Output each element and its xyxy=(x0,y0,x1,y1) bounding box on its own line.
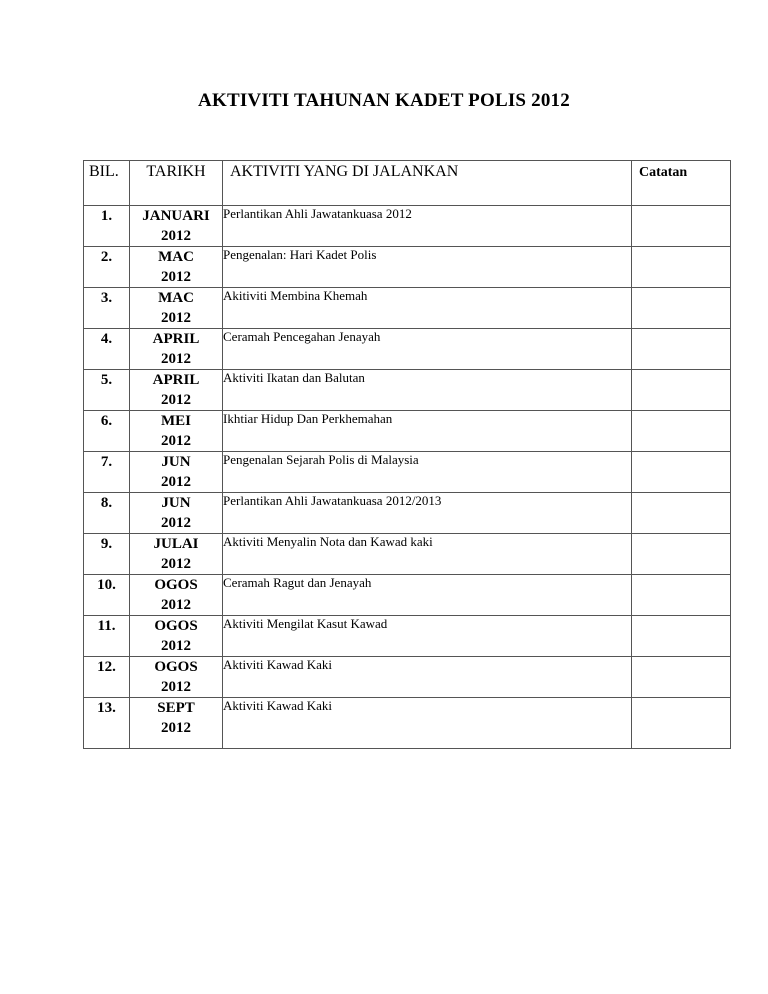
cell-catatan xyxy=(632,247,731,288)
cell-catatan xyxy=(632,534,731,575)
header-bil: BIL. xyxy=(84,161,130,206)
cell-catatan xyxy=(632,411,731,452)
cell-aktiviti: Perlantikan Ahli Jawatankuasa 2012/2013 xyxy=(223,493,632,534)
header-catatan: Catatan xyxy=(632,161,731,206)
cell-bil: 1. xyxy=(84,206,130,247)
cell-bil: 8. xyxy=(84,493,130,534)
tarikh-month: MAC xyxy=(158,249,194,265)
table-row xyxy=(84,575,731,616)
tarikh-month: OGOS xyxy=(154,618,198,634)
header-aktiviti: AKTIVITI YANG DI JALANKAN xyxy=(223,161,632,206)
cell-aktiviti: Aktiviti Ikatan dan Balutan xyxy=(223,370,632,411)
table-row xyxy=(84,657,731,698)
cell-tarikh xyxy=(130,534,223,575)
cell-tarikh xyxy=(130,411,223,452)
cell-catatan xyxy=(632,452,731,493)
cell-bil: 5. xyxy=(84,370,130,411)
tarikh-year: 2012 xyxy=(161,638,191,654)
cell-bil: 11. xyxy=(84,616,130,657)
tarikh-month: MEI xyxy=(161,413,191,429)
table-row xyxy=(84,698,731,749)
tarikh-year: 2012 xyxy=(161,433,191,449)
cell-tarikh xyxy=(130,452,223,493)
tarikh-month: JANUARI xyxy=(142,208,210,224)
cell-bil: 6. xyxy=(84,411,130,452)
cell-bil: 4. xyxy=(84,329,130,370)
cell-aktiviti: Ceramah Ragut dan Jenayah xyxy=(223,575,632,616)
tarikh-year: 2012 xyxy=(161,228,191,244)
cell-aktiviti: Ceramah Pencegahan Jenayah xyxy=(223,329,632,370)
cell-bil: 2. xyxy=(84,247,130,288)
tarikh-year: 2012 xyxy=(161,515,191,531)
tarikh-month: JUN xyxy=(161,495,191,511)
cell-tarikh xyxy=(130,288,223,329)
tarikh-year: 2012 xyxy=(161,679,191,695)
tarikh-month: APRIL xyxy=(152,331,200,347)
cell-catatan xyxy=(632,206,731,247)
cell-bil: 13. xyxy=(84,698,130,749)
cell-tarikh xyxy=(130,370,223,411)
cell-tarikh xyxy=(130,616,223,657)
cell-bil: 3. xyxy=(84,288,130,329)
tarikh-month: OGOS xyxy=(154,577,198,593)
cell-tarikh xyxy=(130,698,223,749)
cell-catatan xyxy=(632,370,731,411)
header-tarikh: TARIKH xyxy=(130,161,223,206)
cell-catatan xyxy=(632,616,731,657)
table-row xyxy=(84,411,731,452)
tarikh-month: JUN xyxy=(161,454,191,470)
tarikh-year: 2012 xyxy=(161,556,191,572)
table-row xyxy=(84,288,731,329)
tarikh-month: OGOS xyxy=(154,659,198,675)
tarikh-year: 2012 xyxy=(161,351,191,367)
tarikh-month: APRIL xyxy=(152,372,200,388)
activities-table xyxy=(83,160,731,749)
cell-aktiviti: Aktiviti Mengilat Kasut Kawad xyxy=(223,616,632,657)
tarikh-month: MAC xyxy=(158,290,194,306)
cell-aktiviti: Ikhtiar Hidup Dan Perkhemahan xyxy=(223,411,632,452)
table-row xyxy=(84,452,731,493)
tarikh-year: 2012 xyxy=(161,720,191,736)
cell-catatan xyxy=(632,698,731,749)
cell-tarikh xyxy=(130,493,223,534)
tarikh-year: 2012 xyxy=(161,269,191,285)
table-row xyxy=(84,206,731,247)
cell-tarikh xyxy=(130,329,223,370)
cell-catatan xyxy=(632,575,731,616)
cell-tarikh xyxy=(130,247,223,288)
table-row xyxy=(84,329,731,370)
table-row xyxy=(84,534,731,575)
tarikh-year: 2012 xyxy=(161,392,191,408)
table-row xyxy=(84,247,731,288)
cell-bil: 12. xyxy=(84,657,130,698)
cell-catatan xyxy=(632,329,731,370)
cell-catatan xyxy=(632,657,731,698)
cell-tarikh xyxy=(130,657,223,698)
table-header-row xyxy=(84,161,731,206)
tarikh-year: 2012 xyxy=(161,597,191,613)
cell-aktiviti: Aktiviti Kawad Kaki xyxy=(223,698,632,749)
cell-aktiviti: Aktiviti Kawad Kaki xyxy=(223,657,632,698)
table-body xyxy=(84,206,731,749)
cell-aktiviti: Aktiviti Menyalin Nota dan Kawad kaki xyxy=(223,534,632,575)
cell-catatan xyxy=(632,493,731,534)
tarikh-year: 2012 xyxy=(161,310,191,326)
table-row xyxy=(84,493,731,534)
cell-aktiviti: Perlantikan Ahli Jawatankuasa 2012 xyxy=(223,206,632,247)
cell-aktiviti: Pengenalan Sejarah Polis di Malaysia xyxy=(223,452,632,493)
table-row xyxy=(84,616,731,657)
tarikh-month: SEPT xyxy=(157,700,195,716)
cell-bil: 7. xyxy=(84,452,130,493)
cell-bil: 9. xyxy=(84,534,130,575)
cell-catatan xyxy=(632,288,731,329)
cell-aktiviti: Pengenalan: Hari Kadet Polis xyxy=(223,247,632,288)
page-title: AKTIVITI TAHUNAN KADET POLIS 2012 xyxy=(198,90,570,111)
tarikh-month: JULAI xyxy=(153,536,199,552)
cell-tarikh xyxy=(130,206,223,247)
cell-aktiviti: Akitiviti Membina Khemah xyxy=(223,288,632,329)
cell-tarikh xyxy=(130,575,223,616)
cell-bil: 10. xyxy=(84,575,130,616)
tarikh-year: 2012 xyxy=(161,474,191,490)
table-row xyxy=(84,370,731,411)
